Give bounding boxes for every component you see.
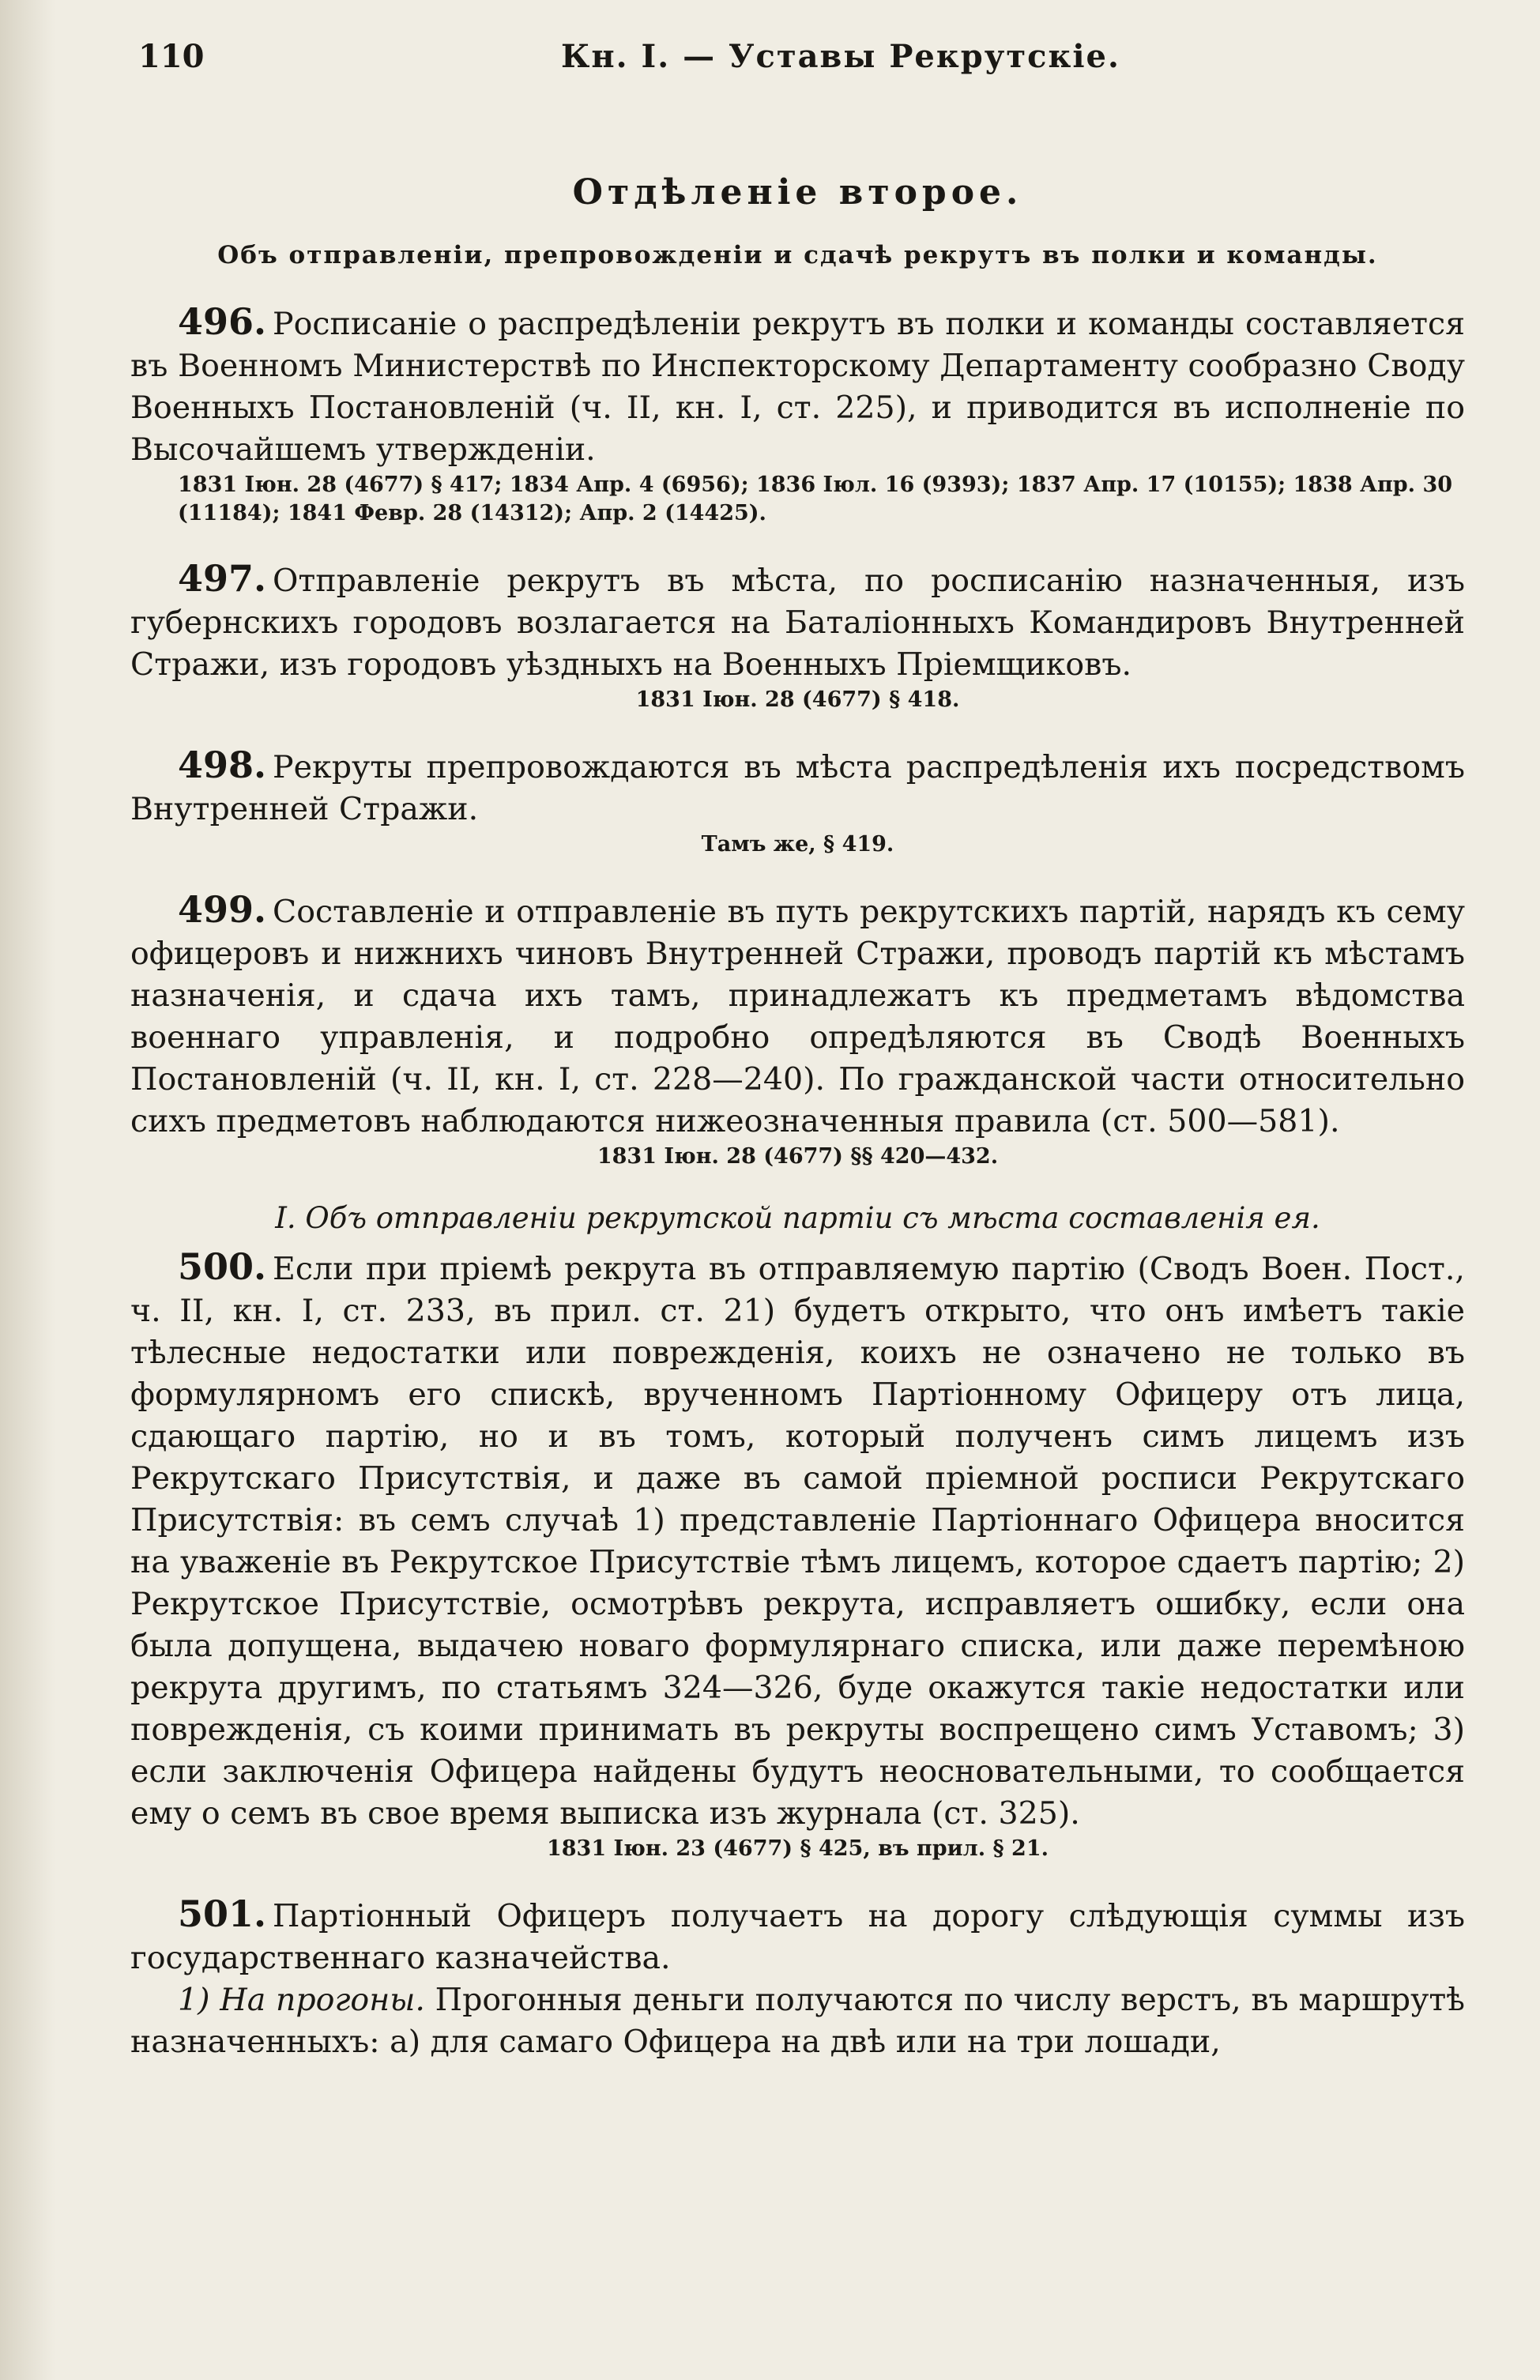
division-title: Отдѣленіе второе. <box>572 172 1023 213</box>
page-number: 110 <box>138 38 205 75</box>
article-text: Росписаніе о распредѣленіи рекрутъ въ полки и команды составляется въ Военномъ Министерствѣ по Инспекторскому Департаменту сообразно Своду Военныхъ Постановленій (ч. II, кн. I, ст. 225), и приводится въ исполненіе по Высочайшемъ утвержденіи. <box>130 306 1465 468</box>
subclause-lead: 1) На прогоны. <box>178 1982 425 2018</box>
article-number: 496. <box>178 300 267 343</box>
article-499 <box>130 889 1465 1143</box>
article-text: Рекруты препровождаются въ мѣста распредѣленія ихъ посредствомъ Внутренней Стражи. <box>130 749 1465 827</box>
article-496 <box>130 301 1465 471</box>
article-source: 1831 Іюн. 28 (4677) §§ 420—432. <box>597 1144 999 1169</box>
article-source: Тамъ же, § 419. <box>701 832 894 857</box>
article-text: Если при пріемѣ рекрута въ отправляемую партію (Сводъ Воен. Пост., ч. II, кн. I, ст. 233, въ прил. ст. 21) будетъ открыто, что онъ имѣетъ такіе тѣлесные недостатки или поврежденія, коихъ не означено не только въ формулярномъ его спискѣ, врученномъ Партіонному Офицеру отъ лица, сдающаго партію, но и въ томъ, который полученъ симъ лицемъ изъ Рекрутскаго Присутствія, и даже въ самой пріемной росписи Рекрутскаго Присутствія: въ семъ случаѣ 1) представленіе Партіоннаго Офицера вносится на уваженіе въ Рекрутское Присутствіе тѣмъ лицемъ, которое сдаетъ партію; 2) Рекрутское Присутствіе, осмотрѣвъ рекрута, исправляетъ ошибку, если она была допущена, выдачею новаго формулярнаго списка, или даже перемѣною рекрута другимъ, по статьямъ 324—326, буде окажутся такіе недостатки или поврежденія, съ коими принимать въ рекруты воспрещено симъ Уставомъ; 3) если заключенія Офицера найдены будутъ неосновательными, то сообщается ему о семъ въ свое время выписка изъ журнала (ст. 325). <box>130 1251 1465 1832</box>
article-number: 497. <box>178 557 267 600</box>
article-number: 500. <box>178 1245 267 1288</box>
article-number: 501. <box>178 1892 267 1935</box>
article-501 <box>130 1893 1465 1979</box>
article-source: 1831 Іюн. 23 (4677) § 425, въ прил. § 21. <box>546 1836 1049 1861</box>
article-text: Партіонный Офицеръ получаетъ на дорогу слѣдующія суммы изъ государственнаго казначейства. <box>130 1898 1465 1976</box>
article-number: 499. <box>178 888 267 931</box>
article-text: Отправленіе рекрутъ въ мѣста, по росписанію назначенныя, изъ губернскихъ городовъ возлагается на Баталіонныхъ Командировъ Внутренней Стражи, изъ городовъ уѣздныхъ на Военныхъ Пріемщиковъ. <box>130 563 1465 683</box>
article-source: 1831 Іюн. 28 (4677) § 417; 1834 Апр. 4 (6956); 1836 Іюл. 16 (9393); 1837 Апр. 17 (10155); 1838 Апр. 30 (11184); 1841 Февр. 28 (14312); Апр. 2 (14425). <box>178 473 1453 525</box>
running-header <box>130 38 1465 85</box>
article-number: 498. <box>178 744 267 786</box>
chapter-heading: I. Объ отправленіи рекрутской партіи съ мѣста составленія ея. <box>275 1201 1320 1235</box>
subclause <box>130 1979 1465 2063</box>
running-title: Кн. I. — Уставы Рекрутскіе. <box>561 38 1120 75</box>
article-text: Составленіе и отправленіе въ путь рекрутскихъ партій, нарядъ къ сему офицеровъ и нижнихъ чиновъ Внутренней Стражи, проводъ партій къ мѣстамъ назначенія, и сдача ихъ тамъ, принадлежатъ къ предметамъ вѣдомства военнаго управленія, и подробно опредѣляются въ Сводѣ Военныхъ Постановленій (ч. II, кн. I, ст. 228—240). По гражданской части относительно сихъ предметовъ наблюдаются нижеозначенныя правила (ст. 500—581). <box>130 894 1465 1139</box>
division-subtitle: Объ отправленіи, препровожденіи и сдачѣ рекрутъ въ полки и команды. <box>217 241 1378 269</box>
article-497 <box>130 558 1465 686</box>
article-source: 1831 Іюн. 28 (4677) § 418. <box>635 687 960 712</box>
article-498 <box>130 744 1465 830</box>
subclause-text: Прогонныя деньги получаются по числу верстъ, въ маршрутѣ назначенныхъ: а) для самаго Офицера на двѣ или на три лошади, <box>130 1982 1465 2060</box>
article-500 <box>130 1246 1465 1835</box>
page-gutter-shadow <box>0 0 55 2380</box>
